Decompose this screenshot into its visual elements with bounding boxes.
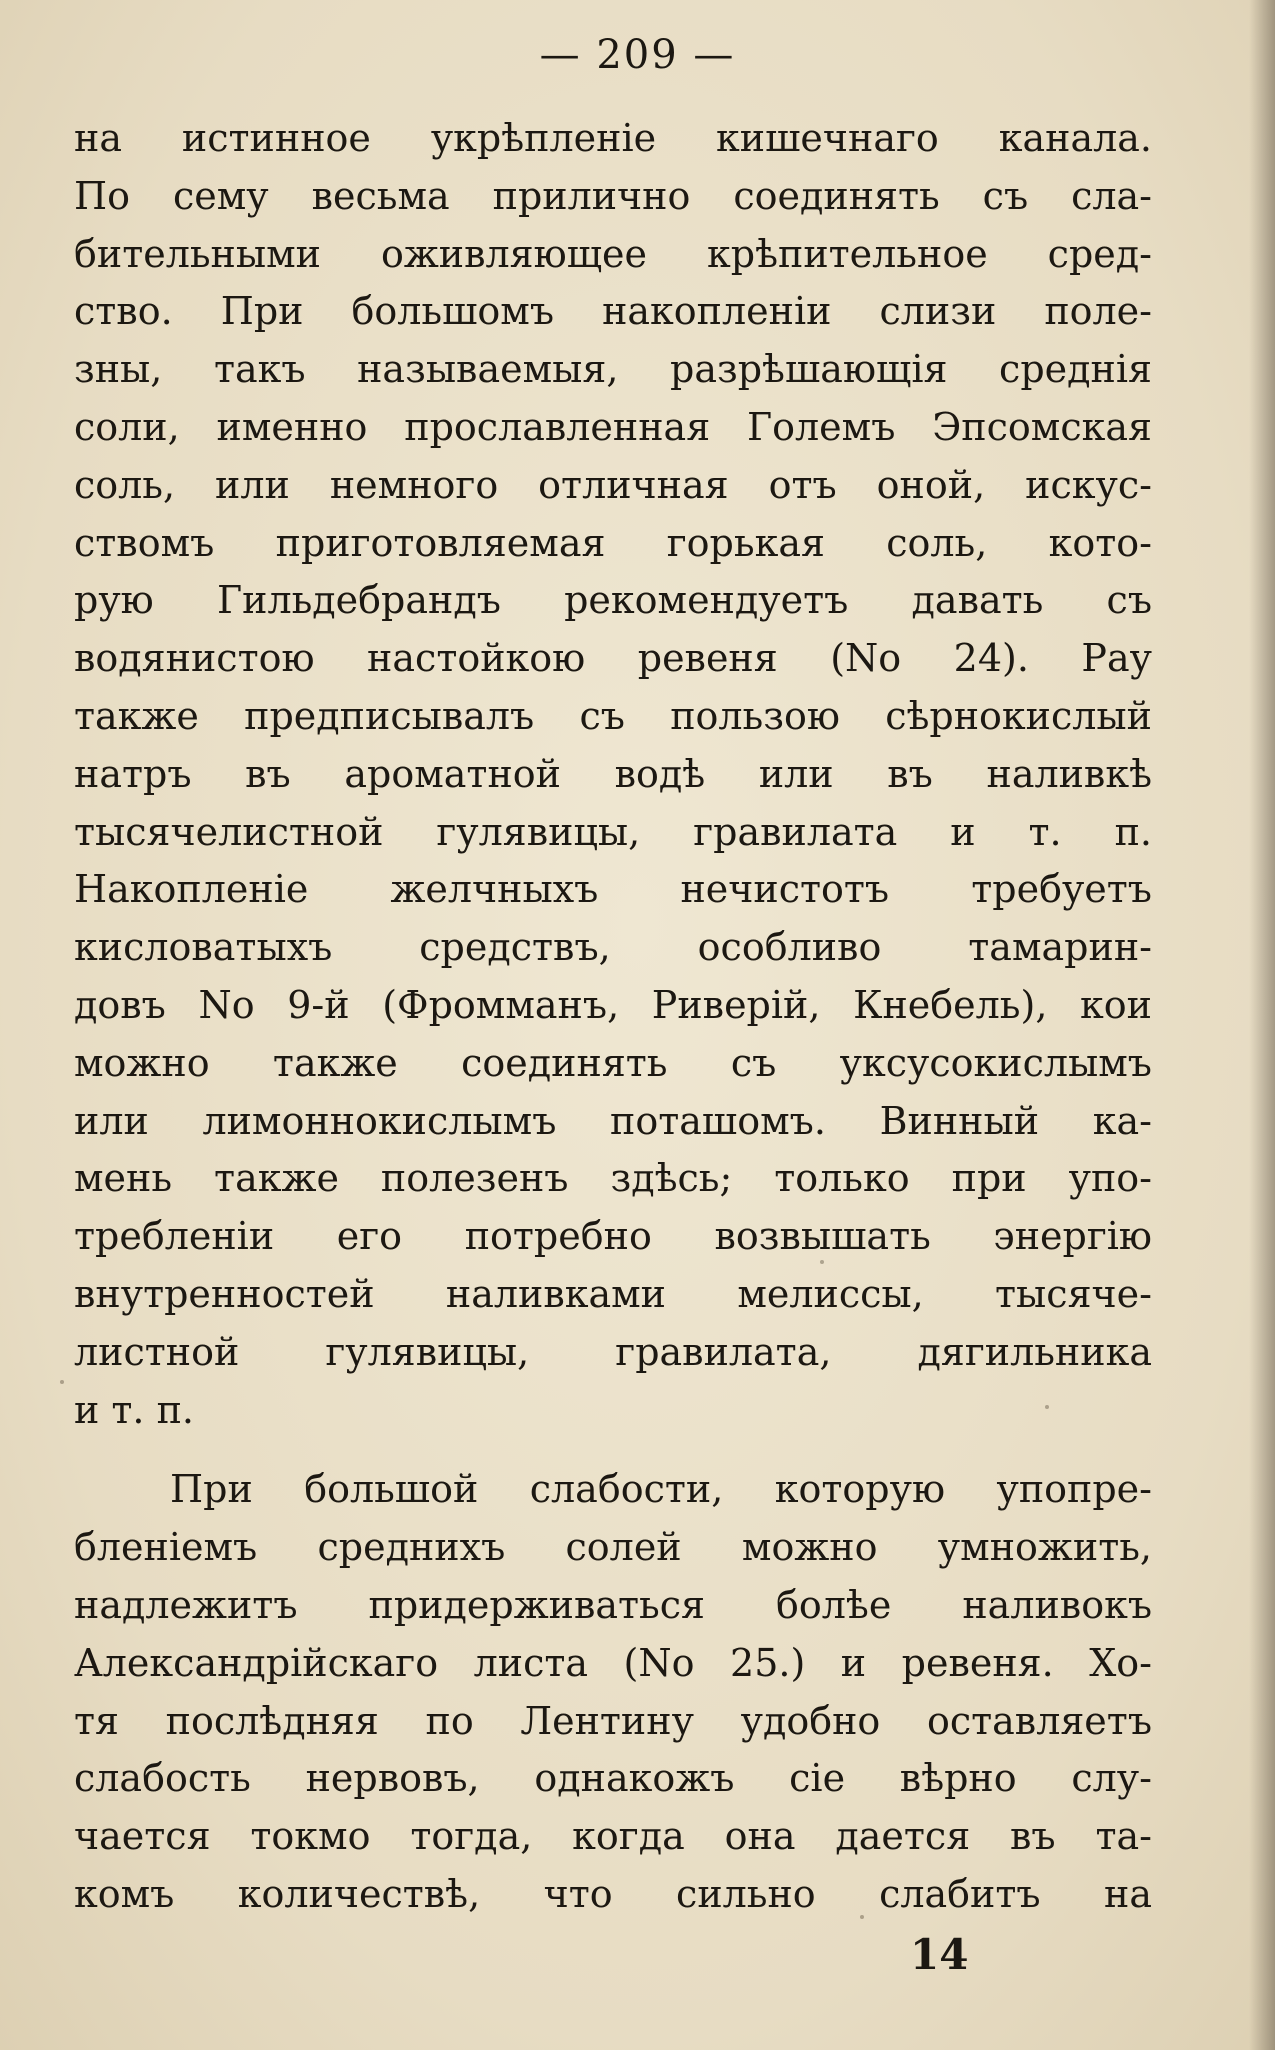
paragraph-1 xyxy=(74,110,1152,1439)
text-line: чается токмо тогда, когда она дается въ та- xyxy=(74,1814,1152,1859)
page-number: — 209 — xyxy=(539,32,736,78)
text-line: довъ No 9-й (Фромманъ, Риверій, Кнебель), кои xyxy=(74,982,1152,1027)
text-line: внутренностей наливками мелиссы, тысяче- xyxy=(74,1271,1152,1316)
text-line: можно также соединять съ уксусокислымъ xyxy=(74,1040,1152,1085)
text-line: натръ въ ароматной водѣ или въ наливкѣ xyxy=(74,751,1152,796)
text-line: зны, такъ называемыя, разрѣшающія среднія xyxy=(74,347,1152,392)
signature-mark: 14 xyxy=(910,1930,969,1979)
text-line: рую Гильдебрандъ рекомендуетъ давать съ xyxy=(74,578,1152,623)
paper-speck xyxy=(60,1380,64,1384)
text-line: Александрійскаго листа (No 25.) и ревеня. Хо- xyxy=(74,1640,1152,1685)
text-line: соль, или немного отличная отъ оной, искус- xyxy=(74,462,1152,507)
text-line: бительными оживляющее крѣпительное сред- xyxy=(74,231,1152,276)
text-line: также предписывалъ съ пользою сѣрнокислый xyxy=(74,693,1152,738)
paper-speck xyxy=(820,1260,824,1264)
text-line: тя послѣдняя по Лентину удобно оставляетъ xyxy=(74,1698,1152,1743)
text-line: кисловатыхъ средствъ, особливо тамарин- xyxy=(74,925,1152,970)
text-line: надлежитъ придерживаться болѣе наливокъ xyxy=(74,1582,1152,1627)
text-line: ствомъ приготовляемая горькая соль, кото- xyxy=(74,520,1152,565)
text-line: Накопленіе желчныхъ нечистотъ требуетъ xyxy=(74,867,1152,912)
text-line: слабость нервовъ, однакожъ сіе вѣрно слу- xyxy=(74,1756,1152,1801)
text-line: комъ количествѣ, что сильно слабитъ на xyxy=(74,1871,1152,1916)
text-line: мень также полезенъ здѣсь; только при упо- xyxy=(74,1156,1152,1201)
paragraph-2 xyxy=(74,1461,1152,1923)
text-line: или лимоннокислымъ поташомъ. Винный ка- xyxy=(74,1098,1152,1143)
paragraph-gap xyxy=(74,1439,1152,1461)
text-line: тысячелистной гулявицы, гравилата и т. п. xyxy=(74,809,1152,854)
text-line: При большой слабости, которую упопре- xyxy=(170,1467,1152,1512)
page-edge-shadow xyxy=(1249,0,1275,2050)
body-text xyxy=(74,110,1152,1924)
text-line: и т. п. xyxy=(74,1387,194,1432)
text-line: на истинное укрѣпленіе кишечнаго канала. xyxy=(74,116,1152,160)
paper-speck xyxy=(860,1915,864,1919)
text-line: соли, именно прославленная Големъ Эпсомская xyxy=(74,404,1152,449)
text-line: листной гулявицы, гравилата, дягильника xyxy=(74,1329,1152,1374)
text-line: водянистою настойкою ревеня (No 24). Рау xyxy=(74,636,1152,681)
text-line: требленіи его потребно возвышать энергію xyxy=(74,1214,1152,1259)
text-line: ство. При большомъ накопленіи слизи поле- xyxy=(74,289,1152,334)
text-line: По сему весьма прилично соединять съ сла- xyxy=(74,173,1152,218)
paper-speck xyxy=(1045,1405,1049,1409)
text-line: бленіемъ среднихъ солей можно умножить, xyxy=(74,1525,1152,1570)
